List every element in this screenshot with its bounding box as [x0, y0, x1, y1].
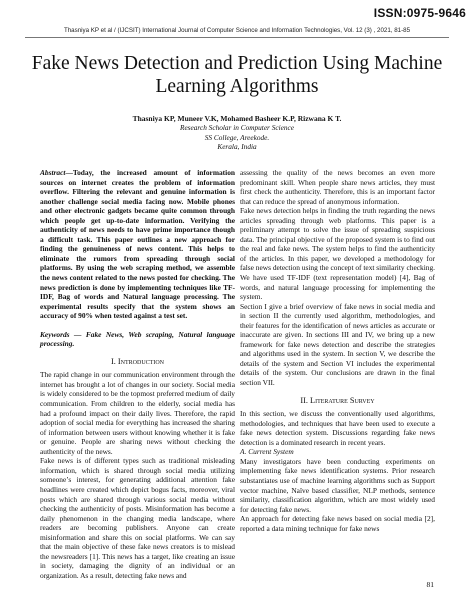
paragraph: In this section, we discuss the conventionally used algorithms, methodologies, and techniques that have been used to execute a fake news detection system. Discussions regarding fake news detection is a dominated research in recent years. — [240, 409, 435, 447]
affiliation-line: SS College, Areekode. — [204, 132, 270, 142]
section-title: Literature Survey — [310, 395, 375, 405]
section-title: Introduction — [117, 356, 164, 366]
left-column — [40, 168, 235, 580]
header-divider — [25, 37, 449, 38]
journal-citation: Thasniya KP et al / (IJCSIT) International Journal of Computer Science and Information Technologies, Vol. 12 (3) , 2021, 81-85 — [63, 27, 411, 34]
affiliation-line: Kerala, India — [217, 142, 257, 152]
section-numeral: I. — [110, 356, 118, 366]
paragraph: assessing the quality of the news becomes an even more predominant skill. When people share news articles, they must first check the authenticity. Therefore, this is an important factor that can reduce the spread of anonymous information. — [240, 168, 435, 206]
page-number: 81 — [426, 580, 434, 589]
section-heading-literature-survey — [240, 396, 435, 406]
author-list: Thasniya KP, Muneer V.K, Mohamed Basheer K.P, Rizwana K T. — [132, 114, 342, 123]
keywords: Keywords — Fake News, Web scraping, Natural language processing. — [40, 329, 235, 349]
intro-paragraph-2: Fake news is of different types such as traditional misleading information, which is shared through social media utilizing someone’s interest, for generating additional attention fake headlines were created which depict bogus facts, moreover, viral posts which are shared through various social media without checking the authenticity of posts. Misinformation has become a daily phenomenon in the changing media landscape, where readers are becoming publishers. Anyone can create misinformation and share this on social platforms. We can say that the main objective of these fake news creators is to mislead the newsreaders [1]. This news has a target, like creating an issue in society, damaging the dignity of an individual or an organization. As a result, detecting fake news and — [40, 456, 235, 580]
abstract-text: —Today, the increased amount of information sources on internet creates the problem of information overflow. Filtering the relevant and genuine information is another challenge social media facing now. Mobile phones and other electronic gadgets became quite common through which people get up-to-date information. Verifying the authenticity of news needs to have prime importance though a difficult task. This paper outlines a new approach for finding the genuineness of news content. This helps to eliminate the rumors from spreading through social platforms. By using the web scraping method, we assemble the news content related to the news posted for checking. The news prediction is done by implementing techniques like TF-IDF, Bag of words and Natural language processing. The experimental results specify that the system shows an accuracy of 90% when tested against a test set. — [40, 168, 235, 321]
affiliation — [0, 123, 474, 152]
section-heading-introduction — [40, 357, 235, 367]
paragraph: An approach for detecting fake news based on social media [2], reported a data mining technique for fake news — [240, 514, 435, 533]
abstract-lead: Abstract — [40, 168, 66, 177]
paper-title: Fake News Detection and Prediction Using Machine Learning Algorithms — [31, 53, 443, 97]
intro-paragraph-1: The rapid change in our communication environment through the internet has brought a lot of changes in our society. Social media is widely considered to be the topmost preferred medium of daily communication. From children to the elderly, social media has had a profound impact on their daily lives. Therefore, the rapid adoption of social media for everything has increased the sharing of information between users without knowing whether it is fake or genuine. People are sharing news without checking the authenticity of the news. — [40, 370, 235, 456]
right-column — [240, 168, 435, 533]
header-bar — [0, 0, 474, 30]
issn-label: ISSN:0975-9646 — [373, 6, 466, 20]
abstract — [40, 168, 235, 321]
paragraph: Section I give a brief overview of fake news in social media and in section II the currently used algorithm, methodologies, and their features for the identification of news articles as accurate or inaccurate are given. In sections III and IV, we bring up a new framework for fake news detection and describe the strategies and algorithms used in the system. In section V, we describe the details of the system and Section VI includes the experimental details of the system. Our conclusions are drawn in the final section VII. — [240, 301, 435, 388]
paragraph: Many investigators have been conducting experiments on implementing fake news identification systems. Prior research substantiates use of machine learning algorithms such as Support vector machine, Naïve based classifier, NLP methods, sentence similarity, classification algorithm, which are most widely used for detecting fake news. — [240, 456, 435, 514]
affiliation-line: Research Scholar in Computer Science — [179, 123, 295, 132]
subsection-heading: A. Current System — [240, 447, 294, 457]
section-numeral: II. — [300, 395, 311, 405]
paragraph: Fake news detection helps in finding the truth regarding the news articles spreading through web platforms. This paper is a preliminary attempt to solve the issue of spreading suspicious data. The principal objective of the proposed system is to find out the real and fake news. The system helps to find the authenticity of the articles. In this paper, we developed a methodology for false news detection using the concept of text similarity checking. We have used TF-IDF (text representation model) [4], Bag of words, and natural language processing for implementing the system. — [240, 206, 435, 302]
